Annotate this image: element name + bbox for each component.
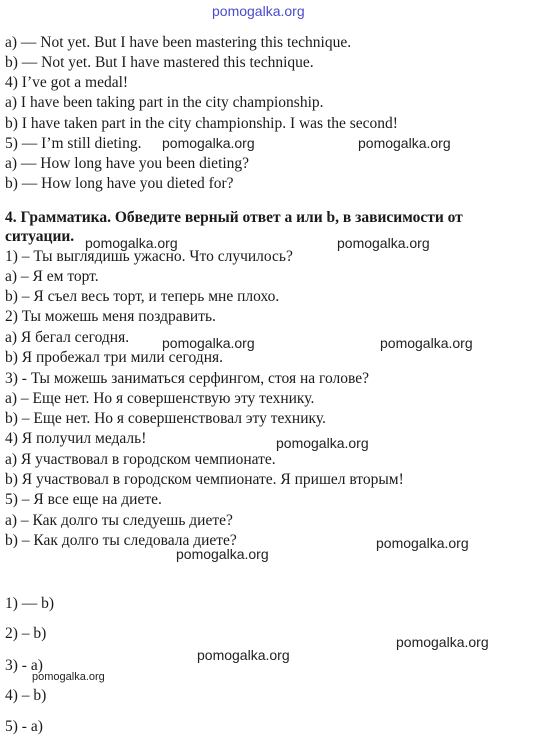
ru-line-7: 3) - Ты можешь заниматься серфингом, стоя на голове? <box>5 370 370 387</box>
en-line-4: a) I have been taking part in the city championship. <box>5 94 324 111</box>
en-line-2: b) — Not yet. But I have mastered this technique. <box>5 54 314 71</box>
section-heading-line-1: 4. Грамматика. Обведите верный ответ a или b, в зависимости от <box>5 209 463 226</box>
ru-line-15: b) – Как долго ты следовала диете? <box>5 532 237 549</box>
ru-line-14: a) – Как долго ты следуешь диете? <box>5 512 233 529</box>
ru-line-1: 1) – Ты выглядишь ужасно. Что случилось? <box>5 248 293 265</box>
en-line-7: a) — How long have you been dieting? <box>5 155 250 172</box>
ru-line-12: b) Я участвовал в городском чемпионате. Я пришел вторым! <box>5 471 404 488</box>
en-line-5: b) I have taken part in the city championship. I was the second! <box>5 115 398 132</box>
watermark-text: pomogalka.org <box>376 535 469 551</box>
watermark-text: pomogalka.org <box>32 671 105 683</box>
answer-5: 5) - a) <box>5 718 43 735</box>
ru-line-13: 5) – Я все еще на диете. <box>5 491 162 508</box>
watermark-text: pomogalka.org <box>337 235 430 251</box>
watermark-text: pomogalka.org <box>85 235 178 251</box>
answer-3: 3) - a) <box>5 657 43 674</box>
ru-line-10: 4) Я получил медаль! <box>5 430 147 447</box>
watermark-text: pomogalka.org <box>276 435 369 451</box>
en-line-3: 4) I’ve got a medal! <box>5 74 129 91</box>
section-heading-line-2: ситуации. <box>5 228 75 245</box>
watermark-text: pomogalka.org <box>162 335 255 351</box>
ru-line-6: b) Я пробежал три мили сегодня. <box>5 349 223 366</box>
ru-line-2: a) – Я ем торт. <box>5 268 99 285</box>
watermark-text: pomogalka.org <box>176 546 269 562</box>
answer-4: 4) – b) <box>5 687 47 704</box>
ru-line-8: a) – Еще нет. Но я совершенствую эту технику. <box>5 390 315 407</box>
en-line-6: 5) — I’m still dieting. <box>5 135 142 152</box>
watermark-text: pomogalka.org <box>396 634 489 650</box>
ru-line-4: 2) Ты можешь меня поздравить. <box>5 308 216 325</box>
watermark-text: pomogalka.org <box>380 335 473 351</box>
ru-line-9: b) – Еще нет. Но я совершенствовал эту технику. <box>5 410 326 427</box>
ru-line-11: a) Я участвовал в городском чемпионате. <box>5 451 276 468</box>
watermark-text: pomogalka.org <box>197 647 290 663</box>
en-line-8: b) — How long have you dieted for? <box>5 175 234 192</box>
watermark-text: pomogalka.org <box>162 135 255 151</box>
answer-2: 2) – b) <box>5 625 47 642</box>
ru-line-5: a) Я бегал сегодня. <box>5 329 130 346</box>
ru-line-3: b) – Я съел весь торт, и теперь мне плохо. <box>5 288 280 305</box>
watermark-text: pomogalka.org <box>212 3 305 19</box>
en-line-1: a) — Not yet. But I have been mastering this technique. <box>5 34 352 51</box>
watermark-text: pomogalka.org <box>358 135 451 151</box>
answer-1: 1) — b) <box>5 595 55 612</box>
